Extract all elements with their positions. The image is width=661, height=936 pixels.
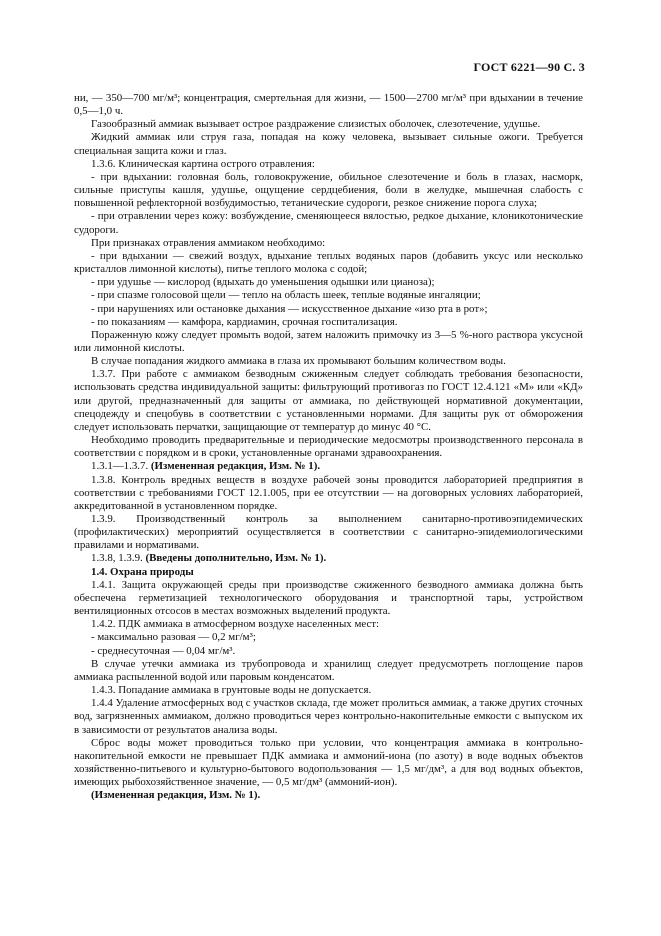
paragraph: В случае попадания жидкого аммиака в глаза их промывают большим количеством воды. [91,355,506,368]
paragraph: Пораженную кожу следует промыть водой, затем наложить примочку из 3—5 %-ного раствора уксусной или лимонной кислоты. [74,328,583,354]
list-item: - при спазме голосовой щели — тепло на область шеек, теплые водяные ингаляции; [91,289,481,302]
paragraph: При признаках отравления аммиаком необходимо: [91,236,326,249]
paragraph: Газообразный аммиак вызывает острое раздражение слизистых оболочек, слезотечение, удушье. [91,118,541,131]
amendment-text: (Измененная редакция, Изм. № 1). [150,460,321,473]
paragraph: 1.3.7. При работе с аммиаком безводным сжиженным следует соблюдать требования безопасности, использовать средства индивидуальной защиты: фильтрующий противогаз по ГОСТ 12.4.121 «М» или «КД» или другой, предназначенный для защиты от аммиака, по действующей нормативной документации, спецодежду и спецобувь в соответствии с установленными нормами. Для защиты рук от обморожения следует использовать перчатки, защищающие от температур до минус 40 °С. [74,368,583,433]
list-item: - среднесуточная — 0,04 мг/м³. [91,644,236,657]
paragraph: Жидкий аммиак или струя газа, попадая на кожу человека, вызывает сильные ожоги. Требуется специальная защита кожи и глаз. [74,131,583,157]
amendment-note: (Измененная редакция, Изм. № 1). [91,789,261,802]
section-heading: 1.4. Охрана природы [91,565,194,578]
page-header: ГОСТ 6221—90 С. 3 [473,60,585,74]
paragraph: ни, — 350—700 мг/м³; концентрация, смертельная для жизни, — 1500—2700 мг/м³ при вдыхании в течение 0,5—1,0 ч. [74,92,583,118]
list-item: - при нарушениях или остановке дыхания — искусственное дыхание «изо рта в рот»; [91,302,488,315]
paragraph: 1.3.9. Производственный контроль за выполнением санитарно-противоэпидемических (профилактических) мероприятий осуществляется в соответствии с санитарно-эпидемиологическими правилами и нормативами. [74,513,583,552]
amendment-prefix: 1.3.8, 1.3.9. [91,552,146,565]
paragraph: Сброс воды может проводиться только при условии, что концентрация аммиака в контрольно-накопительной емкости не превышает ПДК аммиака и аммоний-иона (по азоту) в воде водных объектов хозяйственно-питьевого и культурно-бытового водопользования — 1,5 мг/дм³, а для вод водных объектов, имеющих рыбохозяйственное значение, — 0,5 мг/дм³ (аммоний-ион). [74,736,583,789]
amendment-note [74,460,583,473]
list-item: - при удушье — кислород (вдыхать до уменьшения одышки или цианоза); [91,276,435,289]
list-item: - при вдыхании: головная боль, головокружение, обильное слезотечение и боль в глазах, насморк, сильные приступы кашля, удушье, ощущение сердцебиения, боли в желудке, мышечная слабость с повышенной рефлекторной возбудимостью, тетанические судороги, резкое снижение порога слуха; [74,170,583,210]
amendment-text: (Введены дополнительно, Изм. № 1). [145,552,327,565]
paragraph: В случае утечки аммиака из трубопровода и хранилищ следует предусмотреть поглощение паров аммиака распыленной водой или паровым конденсатом. [74,657,583,683]
list-item: - при отравлении через кожу: возбуждение, сменяющееся вялостью, редкое дыхание, клоникотонические судороги. [74,210,583,236]
paragraph: 1.3.8. Контроль вредных веществ в воздухе рабочей зоны проводится лабораторией предприятия в соответствии с требованиями ГОСТ 12.1.005, при ее отсутствии — на договорных условиях лабораторией, аккредитованной в установленном порядке. [74,473,583,512]
paragraph: 1.4.3. Попадание аммиака в грунтовые воды не допускается. [91,684,372,697]
paragraph: Необходимо проводить предварительные и периодические медосмотры производственного персонала в соответствии с порядком и в сроки, установленные органами здравоохранения. [74,434,583,460]
document-body [74,92,583,802]
paragraph: 1.4.4 Удаление атмосферных вод с участков склада, где может пролиться аммиак, а также других сточных вод, загрязненных аммиаком, должно проводиться через контрольно-накопительные емкости с выпуском их в зависимости от результатов анализа воды. [74,697,583,736]
list-item: - максимально разовая — 0,2 мг/м³; [91,631,256,644]
amendment-note [74,552,583,565]
list-item: - при вдыхании — свежий воздух, вдыхание теплых водяных паров (добавить уксус или несколько кристаллов лимонной кислоты), питье теплого молока с содой; [74,249,583,276]
paragraph: 1.3.6. Клиническая картина острого отравления: [91,157,315,170]
list-item: - по показаниям — камфора, кардиамин, срочная госпитализация. [91,315,398,328]
amendment-prefix: 1.3.1—1.3.7. [91,460,151,473]
paragraph: 1.4.1. Защита окружающей среды при производстве сжиженного безводного аммиака должна быть обеспечена герметизацией технологического оборудования и транспортной тары, устройством вентиляционных отсосов в местах возможных выделений продукта. [74,578,583,618]
paragraph: 1.4.2. ПДК аммиака в атмосферном воздухе населенных мест: [91,618,380,631]
